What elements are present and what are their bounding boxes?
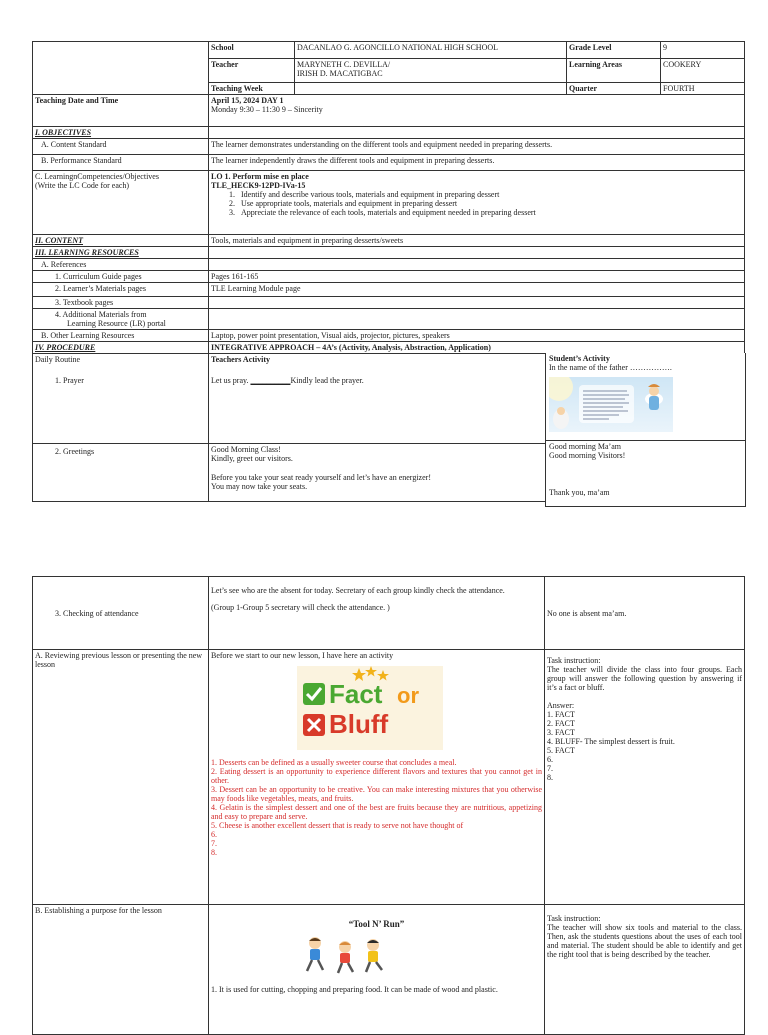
greet-teacher-4: You may now take your seats. bbox=[211, 482, 308, 491]
resources-heading: III. LEARNING RESOURCES bbox=[33, 247, 209, 259]
date-text: April 15, 2024 DAY 1 bbox=[211, 96, 284, 105]
additional-label-2: Learning Resource (LR) portal bbox=[67, 319, 166, 328]
greet-student-1: Good morning Ma’am bbox=[549, 442, 621, 451]
purpose-task-text: The teacher will show six tools and material to the class. Then, ask the students questions about the uses of each tool and material. The student should be able to identify and get the right tool that is being described by the teacher. bbox=[547, 923, 742, 959]
review-question: 4. Gelatin is the simplest dessert and one of the best are fruits because they are nutritious, appetizing and easy to prepare and serve. bbox=[211, 803, 542, 821]
answer-title: Answer: bbox=[547, 701, 575, 710]
attendance-label: 3. Checking of attendance bbox=[55, 608, 139, 618]
lesson-plan-table-page2 bbox=[32, 576, 745, 1035]
additional-materials-value bbox=[209, 309, 745, 330]
teacher-name-1: MARYNETH C. DEVILLA/ bbox=[297, 60, 391, 69]
purpose-label: B. Establishing a purpose for the lesson bbox=[35, 906, 162, 915]
objectives-heading: I. OBJECTIVES bbox=[33, 127, 209, 139]
additional-materials-label bbox=[33, 309, 209, 330]
fact-word: Fact bbox=[329, 679, 383, 709]
task-text: The teacher will divide the class into four groups. Each group will answer the following question by answering if it’s a fact or bluff. bbox=[547, 665, 742, 692]
purpose-label-cell bbox=[33, 905, 209, 1035]
review-question: 3. Dessert can be an opportunity to be creative. You can make interesting mixtures that you otherwise may foods like vegetables, meats, and fruits. bbox=[211, 785, 542, 803]
students-activity-heading: Student’s Activity bbox=[549, 354, 610, 363]
prayer-student-text: In the name of the father ……………. bbox=[549, 363, 672, 372]
answer-item: 3. FACT bbox=[547, 728, 575, 737]
other-resources-label: B. Other Learning Resources bbox=[33, 330, 209, 342]
answer-item: 1. FACT bbox=[547, 710, 575, 719]
purpose-teacher-cell bbox=[209, 905, 545, 1035]
daily-routine-label: Daily Routine bbox=[35, 355, 81, 364]
answer-item: 2. FACT bbox=[547, 719, 575, 728]
competencies-label bbox=[33, 171, 209, 235]
answer-item: 8. bbox=[547, 773, 553, 782]
textbook-label: 3. Textbook pages bbox=[33, 297, 209, 309]
additional-label-1: 4. Additional Materials from bbox=[55, 310, 147, 319]
review-question: 5. Cheese is another excellent dessert that is ready to serve not have thought of bbox=[211, 821, 464, 830]
greet-student-3: Thank you, ma’am bbox=[549, 488, 610, 497]
purpose-item-1: 1. It is used for cutting, chopping and preparing food. It can be made of wood and plastic. bbox=[211, 985, 498, 994]
review-label-cell bbox=[33, 650, 209, 905]
greetings-label-cell bbox=[33, 444, 209, 502]
cg-label: 1. Curriculum Guide pages bbox=[33, 271, 209, 283]
greetings-label: 2. Greetings bbox=[55, 447, 95, 456]
attendance-label-cell bbox=[33, 577, 209, 650]
answer-item: 6. bbox=[547, 755, 553, 764]
greet-teacher-3: Before you take your seat ready yourself and let’s have an energizer! bbox=[211, 473, 431, 482]
content-standard-label: A. Content Standard bbox=[33, 139, 209, 155]
running-kids-image bbox=[297, 935, 393, 975]
answer-item: 4. BLUFF- The simplest dessert is fruit. bbox=[547, 737, 675, 746]
competencies-value bbox=[209, 171, 745, 235]
answer-item: 7. bbox=[547, 764, 553, 773]
or-word: or bbox=[397, 683, 419, 708]
lo-title: LO 1. Perform mise en place bbox=[211, 172, 309, 181]
lc-code: TLE_HECK9-12PD-IVa-15 bbox=[211, 181, 306, 190]
attendance-student: No one is absent ma’am. bbox=[547, 608, 627, 618]
greet-teacher-2: Kindly, greet our visitors. bbox=[211, 454, 293, 463]
attendance-teacher-2: (Group 1-Group 5 secretary will check the attendance. ) bbox=[211, 603, 390, 612]
grade-label: Grade Level bbox=[567, 42, 661, 59]
content-value: Tools, materials and equipment in preparing desserts/sweets bbox=[209, 235, 745, 247]
lm-value: TLE Learning Module page bbox=[209, 283, 745, 297]
prayer-label: 1. Prayer bbox=[55, 376, 84, 385]
attendance-student-cell bbox=[545, 577, 745, 650]
review-question: 1. Desserts can be defined as a usually sweeter course that concludes a meal. bbox=[211, 758, 457, 767]
prayer-image bbox=[549, 377, 673, 432]
objective-item: 3. Appreciate the relevance of each tools, materials and equipment needed in preparing dessert bbox=[229, 208, 536, 217]
week-value bbox=[295, 83, 567, 95]
review-intro: Before we start to our new lesson, I have here an activity bbox=[211, 651, 394, 660]
performance-standard-value: The learner independently draws the different tools and equipment in preparing desserts. bbox=[209, 155, 745, 171]
review-question: 8. bbox=[211, 848, 217, 857]
objective-item: 2. Use appropriate tools, materials and equipment in preparing dessert bbox=[229, 199, 458, 208]
review-teacher-cell bbox=[209, 650, 545, 905]
bluff-word: Bluff bbox=[329, 709, 389, 739]
greet-student-2: Good morning Visitors! bbox=[549, 451, 626, 460]
competencies-label-1: C. LearningnCompetencies/Objectives bbox=[35, 172, 159, 181]
week-label: Teaching Week bbox=[209, 83, 295, 95]
fact-or-bluff-image bbox=[297, 666, 443, 750]
purpose-task-title: Task instruction: bbox=[547, 914, 601, 923]
date-value bbox=[209, 95, 745, 127]
objectives-heading-blank bbox=[209, 127, 745, 139]
quarter-label: Quarter bbox=[567, 83, 661, 95]
performance-standard-label: B. Performance Standard bbox=[33, 155, 209, 171]
references-blank bbox=[209, 259, 745, 271]
student-activity-column bbox=[545, 353, 746, 507]
review-questions bbox=[211, 758, 542, 857]
other-resources-value: Laptop, power point presentation, Visual aids, projector, pictures, speakers bbox=[209, 330, 745, 342]
angel-prayer-illustration bbox=[549, 377, 673, 432]
areas-value: COOKERY bbox=[661, 59, 745, 83]
teacher-value bbox=[295, 59, 567, 83]
greet-teacher-1: Good Morning Class! bbox=[211, 445, 281, 454]
school-value: DACANLAO G. AGONCILLO NATIONAL HIGH SCHOOL bbox=[295, 42, 567, 59]
running-kids-illustration bbox=[297, 935, 393, 975]
teachers-activity-heading: Teachers Activity bbox=[211, 355, 271, 364]
review-task bbox=[547, 656, 742, 692]
review-student-cell bbox=[545, 650, 745, 905]
areas-label: Learning Areas bbox=[567, 59, 661, 83]
game-title: “Tool N’ Run” bbox=[348, 919, 405, 929]
task-title: Task instruction: bbox=[547, 656, 601, 665]
references-label: A. References bbox=[33, 259, 209, 271]
review-question: 2. Eating dessert is an opportunity to experience different flavors and textures that you cannot get in other. bbox=[211, 767, 542, 785]
lm-label: 2. Learner’s Materials pages bbox=[33, 283, 209, 297]
check-icon bbox=[303, 683, 325, 705]
purpose-student-cell bbox=[545, 905, 745, 1035]
answer-item: 5. FACT bbox=[547, 746, 575, 755]
review-question: 6. bbox=[211, 830, 217, 839]
resources-heading-blank bbox=[209, 247, 745, 259]
review-question: 7. bbox=[211, 839, 217, 848]
date-label: Teaching Date and Time bbox=[33, 95, 209, 127]
attendance-teacher-cell bbox=[209, 577, 545, 650]
approach-text: INTEGRATIVE APPROACH – 4A’s (Activity, Analysis, Abstraction, Application) bbox=[209, 342, 745, 354]
answers bbox=[547, 701, 742, 782]
objective-item: 1. Identify and describe various tools, materials and equipment in preparing dessert bbox=[229, 190, 500, 199]
time-text: Monday 9:30 – 11:30 9 – Sincerity bbox=[211, 105, 323, 114]
competencies-label-2: (Write the LC Code for each) bbox=[35, 181, 130, 190]
school-label: School bbox=[209, 42, 295, 59]
review-label: A. Reviewing previous lesson or presenting the new lesson bbox=[35, 651, 203, 669]
teacher-name-2: IRISH D. MACATIGBAC bbox=[297, 69, 383, 78]
grade-value: 9 bbox=[661, 42, 745, 59]
attendance-teacher-1: Let’s see who are the absent for today. Secretary of each group kindly check the attendance. bbox=[211, 586, 505, 595]
content-heading: II. CONTENT bbox=[33, 235, 209, 247]
cg-value: Pages 161-165 bbox=[209, 271, 745, 283]
content-standard-value: The learner demonstrates understanding on the different tools and equipment needed in preparing desserts. bbox=[209, 139, 745, 155]
textbook-value bbox=[209, 297, 745, 309]
prayer-teacher-text: Let us pray. __________Kindly lead the prayer. bbox=[211, 376, 364, 385]
teacher-label: Teacher bbox=[209, 59, 295, 83]
procedure-heading: IV. PROCEDURE bbox=[33, 342, 209, 354]
routine-cell bbox=[33, 354, 209, 444]
quarter-value: FOURTH bbox=[661, 83, 745, 95]
header-blank-cell bbox=[33, 42, 209, 95]
